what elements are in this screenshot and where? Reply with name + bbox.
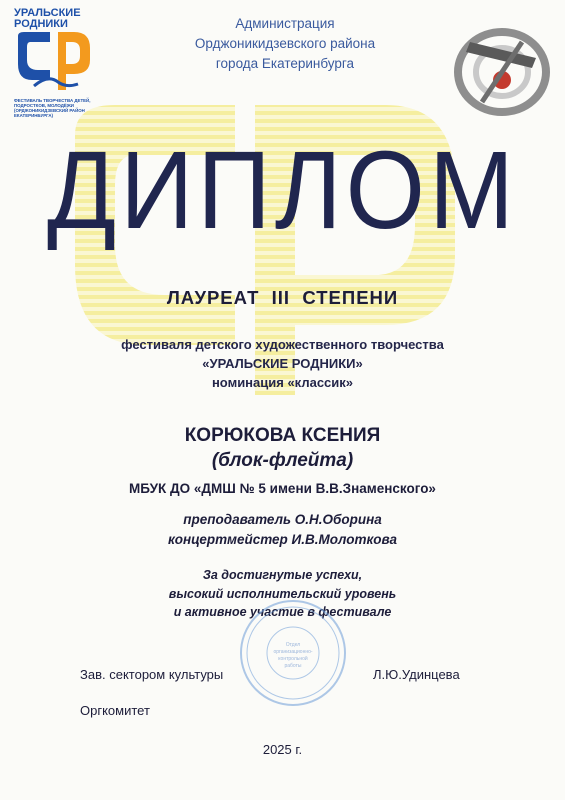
accompanist-line: концертмейстер И.В.Молоткова [167,532,398,547]
recipient-school: МБУК ДО «ДМШ № 5 имени В.В.Знаменского» [129,481,436,496]
recipient-instrument: (блок-флейта) [211,450,354,471]
teachers-block [0,510,565,550]
logo-title-line2: РОДНИКИ [14,18,68,30]
organizing-committee: Оргкомитет [80,703,150,718]
diploma-title: ДИПЛОМ [47,128,518,252]
logo-subtitle: ФЕСТИВАЛЬ ТВОРЧЕСТВА ДЕТЕЙ, ПОДРОСТКОВ, МОЛОДЁЖИ (ОРДЖОНИКИДЗЕВСКИЙ РАЙОН ЕКАТЕРИНБУРГА) [14,98,91,118]
header-line3: города Екатеринбурга [215,56,355,71]
signature-title: Зав. сектором культуры [80,667,224,682]
festival-line1: фестиваля детского художественного творчества [121,337,444,352]
merits-line1: За достигнутые успехи, [202,568,363,582]
teacher-line: преподаватель О.Н.Оборина [183,512,382,527]
festival-line3: номинация «классик» [211,375,354,390]
administration-header [160,14,410,74]
header-line2: Орджоникидзевского района [194,36,376,51]
laureate-degree: ЛАУРЕАТ III СТЕПЕНИ [166,287,399,308]
festival-logo-icon [14,30,94,92]
festival-logo [14,7,96,118]
merits-line3: и активное участие в фестивале [173,605,392,619]
recipient-name: КОРЮКОВА КСЕНИЯ [184,425,381,446]
festival-line2: «УРАЛЬСКИЕ РОДНИКИ» [202,356,363,371]
signature-name: Л.Ю.Удинцева [373,667,460,682]
svg-text:работы: работы [284,663,302,669]
svg-text:Отдел: Отдел [285,642,301,648]
logo-title-line1: УРАЛЬСКИЕ [14,7,81,19]
header-line1: Администрация [235,16,335,31]
merits-line2: высокий исполнительский уровень [168,586,397,601]
district-emblem-icon [452,22,552,118]
svg-text:контрольной: контрольной [278,656,308,662]
svg-text:организационно-: организационно- [273,649,313,655]
official-stamp-icon [238,598,348,708]
year: 2025 г. [262,742,303,757]
festival-info [0,335,565,392]
